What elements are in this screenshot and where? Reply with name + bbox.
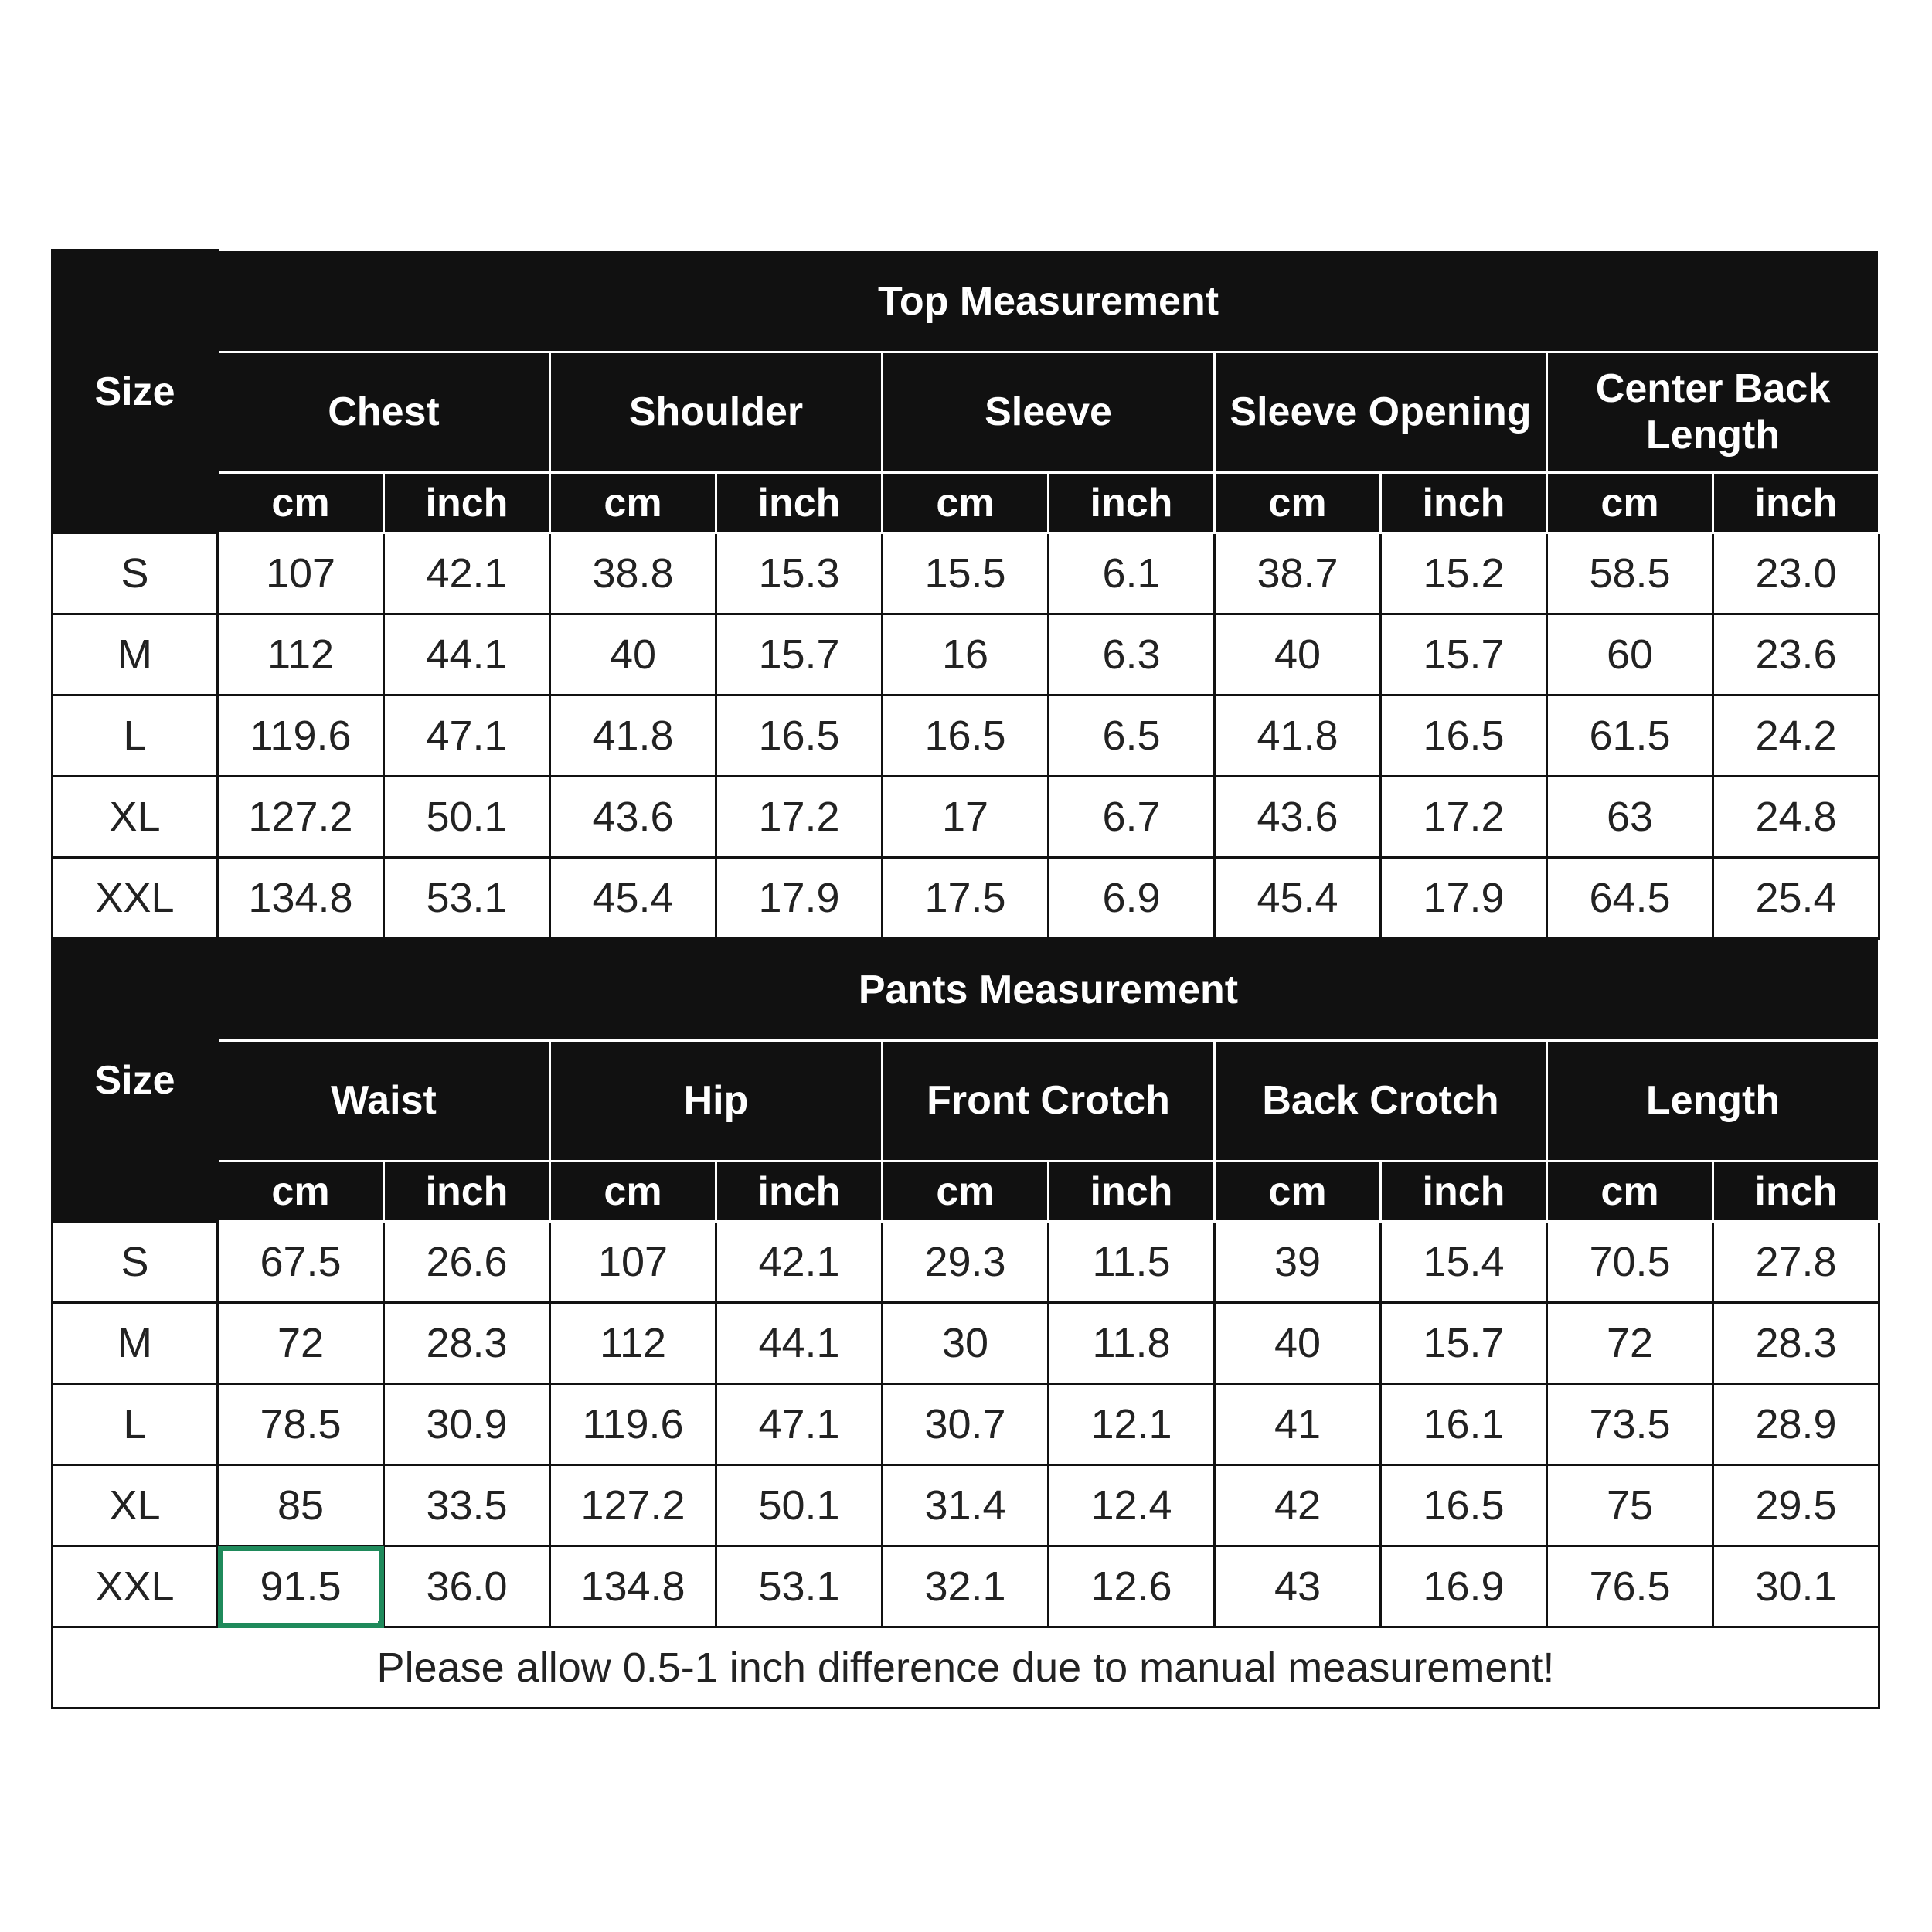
value-cell[interactable]: 43.6 bbox=[550, 777, 716, 858]
pants-unit-header[interactable]: cm bbox=[218, 1162, 384, 1222]
value-cell[interactable]: 61.5 bbox=[1547, 696, 1713, 777]
size-cell[interactable]: XXL bbox=[53, 858, 218, 939]
top-unit-header[interactable]: cm bbox=[550, 473, 716, 533]
value-cell[interactable]: 40 bbox=[1215, 1303, 1381, 1384]
top-unit-header[interactable]: inch bbox=[1049, 473, 1215, 533]
top-group-header[interactable]: Shoulder bbox=[550, 352, 883, 473]
value-cell[interactable]: 29.3 bbox=[883, 1222, 1049, 1303]
value-cell[interactable]: 73.5 bbox=[1547, 1384, 1713, 1465]
value-cell[interactable]: 53.1 bbox=[384, 858, 550, 939]
size-cell[interactable]: XXL bbox=[53, 1546, 218, 1628]
value-cell[interactable]: 30 bbox=[883, 1303, 1049, 1384]
value-cell[interactable]: 28.9 bbox=[1713, 1384, 1879, 1465]
top-unit-header[interactable]: inch bbox=[1381, 473, 1547, 533]
value-cell[interactable]: 134.8 bbox=[218, 858, 384, 939]
table-row bbox=[53, 696, 1879, 777]
table-row bbox=[53, 533, 1879, 614]
pants-group-header[interactable]: Waist bbox=[218, 1041, 550, 1162]
pants-group-header[interactable]: Hip bbox=[550, 1041, 883, 1162]
value-cell[interactable]: 31.4 bbox=[883, 1465, 1049, 1546]
value-cell[interactable]: 72 bbox=[1547, 1303, 1713, 1384]
value-cell[interactable]: 38.7 bbox=[1215, 533, 1381, 614]
value-cell[interactable]: 16.1 bbox=[1381, 1384, 1547, 1465]
value-cell[interactable]: 40 bbox=[1215, 614, 1381, 696]
value-cell[interactable]: 17.5 bbox=[883, 858, 1049, 939]
value-cell[interactable]: 112 bbox=[550, 1303, 716, 1384]
value-cell[interactable]: 40 bbox=[550, 614, 716, 696]
value-cell[interactable]: 107 bbox=[218, 533, 384, 614]
value-cell[interactable]: 12.6 bbox=[1049, 1546, 1215, 1628]
value-cell[interactable]: 47.1 bbox=[384, 696, 550, 777]
size-cell[interactable]: L bbox=[53, 696, 218, 777]
size-cell[interactable]: XL bbox=[53, 1465, 218, 1546]
value-cell[interactable]: 50.1 bbox=[384, 777, 550, 858]
value-cell[interactable]: 64.5 bbox=[1547, 858, 1713, 939]
top-unit-header[interactable]: inch bbox=[384, 473, 550, 533]
value-cell[interactable]: 28.3 bbox=[384, 1303, 550, 1384]
value-cell[interactable]: 33.5 bbox=[384, 1465, 550, 1546]
value-cell[interactable]: 16.5 bbox=[716, 696, 883, 777]
value-cell[interactable]: 11.5 bbox=[1049, 1222, 1215, 1303]
value-cell[interactable]: 23.6 bbox=[1713, 614, 1879, 696]
top-group-row bbox=[53, 352, 1879, 473]
pants-group-header[interactable]: Length bbox=[1547, 1041, 1879, 1162]
value-cell[interactable]: 15.4 bbox=[1381, 1222, 1547, 1303]
value-cell[interactable]: 76.5 bbox=[1547, 1546, 1713, 1628]
value-cell[interactable]: 24.8 bbox=[1713, 777, 1879, 858]
value-cell[interactable]: 30.9 bbox=[384, 1384, 550, 1465]
value-cell[interactable]: 60 bbox=[1547, 614, 1713, 696]
size-cell[interactable]: L bbox=[53, 1384, 218, 1465]
pants-group-header[interactable]: Front Crotch bbox=[883, 1041, 1215, 1162]
top-unit-header[interactable]: cm bbox=[218, 473, 384, 533]
value-cell[interactable]: 44.1 bbox=[716, 1303, 883, 1384]
fill-handle[interactable] bbox=[378, 1621, 384, 1628]
value-cell[interactable]: 30.7 bbox=[883, 1384, 1049, 1465]
value-cell[interactable]: 107 bbox=[550, 1222, 716, 1303]
value-cell[interactable]: 119.6 bbox=[550, 1384, 716, 1465]
value-cell[interactable]: 53.1 bbox=[716, 1546, 883, 1628]
top-unit-row bbox=[53, 473, 1879, 533]
value-cell[interactable]: 17.2 bbox=[1381, 777, 1547, 858]
pants-unit-header[interactable]: cm bbox=[883, 1162, 1049, 1222]
value-cell[interactable]: 6.5 bbox=[1049, 696, 1215, 777]
value-cell[interactable]: 15.3 bbox=[716, 533, 883, 614]
table-row bbox=[53, 1384, 1879, 1465]
measurement-note[interactable]: Please allow 0.5-1 inch difference due to manual measurement! bbox=[53, 1628, 1879, 1709]
value-cell[interactable]: 17 bbox=[883, 777, 1049, 858]
value-cell[interactable]: 32.1 bbox=[883, 1546, 1049, 1628]
value-cell[interactable]: 16.5 bbox=[883, 696, 1049, 777]
value-cell[interactable]: 41 bbox=[1215, 1384, 1381, 1465]
top-group-header[interactable]: Sleeve Opening bbox=[1215, 352, 1547, 473]
value-cell[interactable]: 17.2 bbox=[716, 777, 883, 858]
pants-unit-header[interactable]: inch bbox=[716, 1162, 883, 1222]
value-cell[interactable]: 12.1 bbox=[1049, 1384, 1215, 1465]
note-row bbox=[53, 1628, 1879, 1709]
table-row bbox=[53, 1303, 1879, 1384]
value-cell[interactable]: 39 bbox=[1215, 1222, 1381, 1303]
top-group-header[interactable]: Sleeve bbox=[883, 352, 1215, 473]
top-section-title[interactable]: Top Measurement bbox=[218, 250, 1879, 352]
table-row bbox=[53, 614, 1879, 696]
size-chart-table bbox=[51, 249, 1880, 1709]
value-cell[interactable]: 112 bbox=[218, 614, 384, 696]
value-cell[interactable]: 16.9 bbox=[1381, 1546, 1547, 1628]
size-cell[interactable]: S bbox=[53, 533, 218, 614]
value-cell[interactable]: 6.3 bbox=[1049, 614, 1215, 696]
value-cell[interactable]: 42.1 bbox=[716, 1222, 883, 1303]
value-cell[interactable]: 16 bbox=[883, 614, 1049, 696]
value-cell[interactable]: 38.8 bbox=[550, 533, 716, 614]
top-unit-header[interactable]: inch bbox=[716, 473, 883, 533]
value-cell[interactable]: 36.0 bbox=[384, 1546, 550, 1628]
pants-title-row bbox=[53, 939, 1879, 1041]
value-cell[interactable]: 29.5 bbox=[1713, 1465, 1879, 1546]
value-cell[interactable]: 47.1 bbox=[716, 1384, 883, 1465]
value-cell[interactable]: 41.8 bbox=[550, 696, 716, 777]
pants-unit-header[interactable]: cm bbox=[550, 1162, 716, 1222]
size-cell[interactable]: M bbox=[53, 1303, 218, 1384]
value-cell[interactable]: 42.1 bbox=[384, 533, 550, 614]
value-cell[interactable]: 25.4 bbox=[1713, 858, 1879, 939]
value-cell[interactable]: 15.7 bbox=[716, 614, 883, 696]
value-cell[interactable]: 23.0 bbox=[1713, 533, 1879, 614]
value-cell[interactable]: 75 bbox=[1547, 1465, 1713, 1546]
value-cell[interactable]: 17.9 bbox=[1381, 858, 1547, 939]
value-cell[interactable]: 16.5 bbox=[1381, 1465, 1547, 1546]
value-cell[interactable]: 41.8 bbox=[1215, 696, 1381, 777]
value-cell[interactable]: 43.6 bbox=[1215, 777, 1381, 858]
pants-unit-row bbox=[53, 1162, 1879, 1222]
pants-section-title[interactable]: Pants Measurement bbox=[218, 939, 1879, 1041]
table-row bbox=[53, 1546, 1879, 1628]
value-cell[interactable]: 30.1 bbox=[1713, 1546, 1879, 1628]
value-cell[interactable]: 43 bbox=[1215, 1546, 1381, 1628]
table-row bbox=[53, 858, 1879, 939]
top-unit-header[interactable]: cm bbox=[1547, 473, 1713, 533]
value-cell[interactable]: 15.7 bbox=[1381, 1303, 1547, 1384]
value-cell[interactable]: 24.2 bbox=[1713, 696, 1879, 777]
value-cell[interactable]: 67.5 bbox=[218, 1222, 384, 1303]
pants-group-header[interactable]: Back Crotch bbox=[1215, 1041, 1547, 1162]
value-cell[interactable]: 134.8 bbox=[550, 1546, 716, 1628]
size-cell[interactable]: XL bbox=[53, 777, 218, 858]
value-cell[interactable]: 70.5 bbox=[1547, 1222, 1713, 1303]
value-cell[interactable]: 44.1 bbox=[384, 614, 550, 696]
value-cell[interactable]: 50.1 bbox=[716, 1465, 883, 1546]
value-cell[interactable]: 17.9 bbox=[716, 858, 883, 939]
selected-cell[interactable]: 91.5 bbox=[218, 1546, 384, 1628]
value-cell[interactable]: 28.3 bbox=[1713, 1303, 1879, 1384]
top-unit-header[interactable]: cm bbox=[883, 473, 1049, 533]
value-cell[interactable]: 127.2 bbox=[550, 1465, 716, 1546]
value-cell[interactable]: 42 bbox=[1215, 1465, 1381, 1546]
top-title-row bbox=[53, 250, 1879, 352]
table-row bbox=[53, 1465, 1879, 1546]
pants-size-header[interactable]: Size bbox=[53, 939, 218, 1222]
pants-unit-header[interactable]: cm bbox=[1215, 1162, 1381, 1222]
pants-unit-header[interactable]: inch bbox=[1381, 1162, 1547, 1222]
value-cell[interactable]: 78.5 bbox=[218, 1384, 384, 1465]
value-cell[interactable]: 26.6 bbox=[384, 1222, 550, 1303]
size-cell[interactable]: S bbox=[53, 1222, 218, 1303]
value-cell[interactable]: 72 bbox=[218, 1303, 384, 1384]
value-cell[interactable]: 127.2 bbox=[218, 777, 384, 858]
value-cell[interactable]: 6.7 bbox=[1049, 777, 1215, 858]
pants-group-row bbox=[53, 1041, 1879, 1162]
pants-unit-header[interactable]: cm bbox=[1547, 1162, 1713, 1222]
top-unit-header[interactable]: cm bbox=[1215, 473, 1381, 533]
value-cell[interactable]: 63 bbox=[1547, 777, 1713, 858]
value-cell[interactable]: 15.5 bbox=[883, 533, 1049, 614]
top-group-header[interactable]: Center Back Length bbox=[1547, 352, 1879, 473]
value-cell[interactable]: 27.8 bbox=[1713, 1222, 1879, 1303]
value-cell[interactable]: 16.5 bbox=[1381, 696, 1547, 777]
table-row bbox=[53, 777, 1879, 858]
top-group-header[interactable]: Chest bbox=[218, 352, 550, 473]
value-cell[interactable]: 15.7 bbox=[1381, 614, 1547, 696]
value-cell[interactable]: 45.4 bbox=[1215, 858, 1381, 939]
pants-unit-header[interactable]: inch bbox=[1049, 1162, 1215, 1222]
value-cell[interactable]: 85 bbox=[218, 1465, 384, 1546]
value-cell[interactable]: 12.4 bbox=[1049, 1465, 1215, 1546]
value-cell[interactable]: 58.5 bbox=[1547, 533, 1713, 614]
value-cell[interactable]: 15.2 bbox=[1381, 533, 1547, 614]
top-unit-header[interactable]: inch bbox=[1713, 473, 1879, 533]
value-cell[interactable]: 6.9 bbox=[1049, 858, 1215, 939]
value-cell[interactable]: 45.4 bbox=[550, 858, 716, 939]
pants-unit-header[interactable]: inch bbox=[384, 1162, 550, 1222]
table-row bbox=[53, 1222, 1879, 1303]
pants-unit-header[interactable]: inch bbox=[1713, 1162, 1879, 1222]
value-cell[interactable]: 11.8 bbox=[1049, 1303, 1215, 1384]
value-cell[interactable]: 119.6 bbox=[218, 696, 384, 777]
top-size-header[interactable]: Size bbox=[53, 250, 218, 533]
size-cell[interactable]: M bbox=[53, 614, 218, 696]
value-cell[interactable]: 6.1 bbox=[1049, 533, 1215, 614]
